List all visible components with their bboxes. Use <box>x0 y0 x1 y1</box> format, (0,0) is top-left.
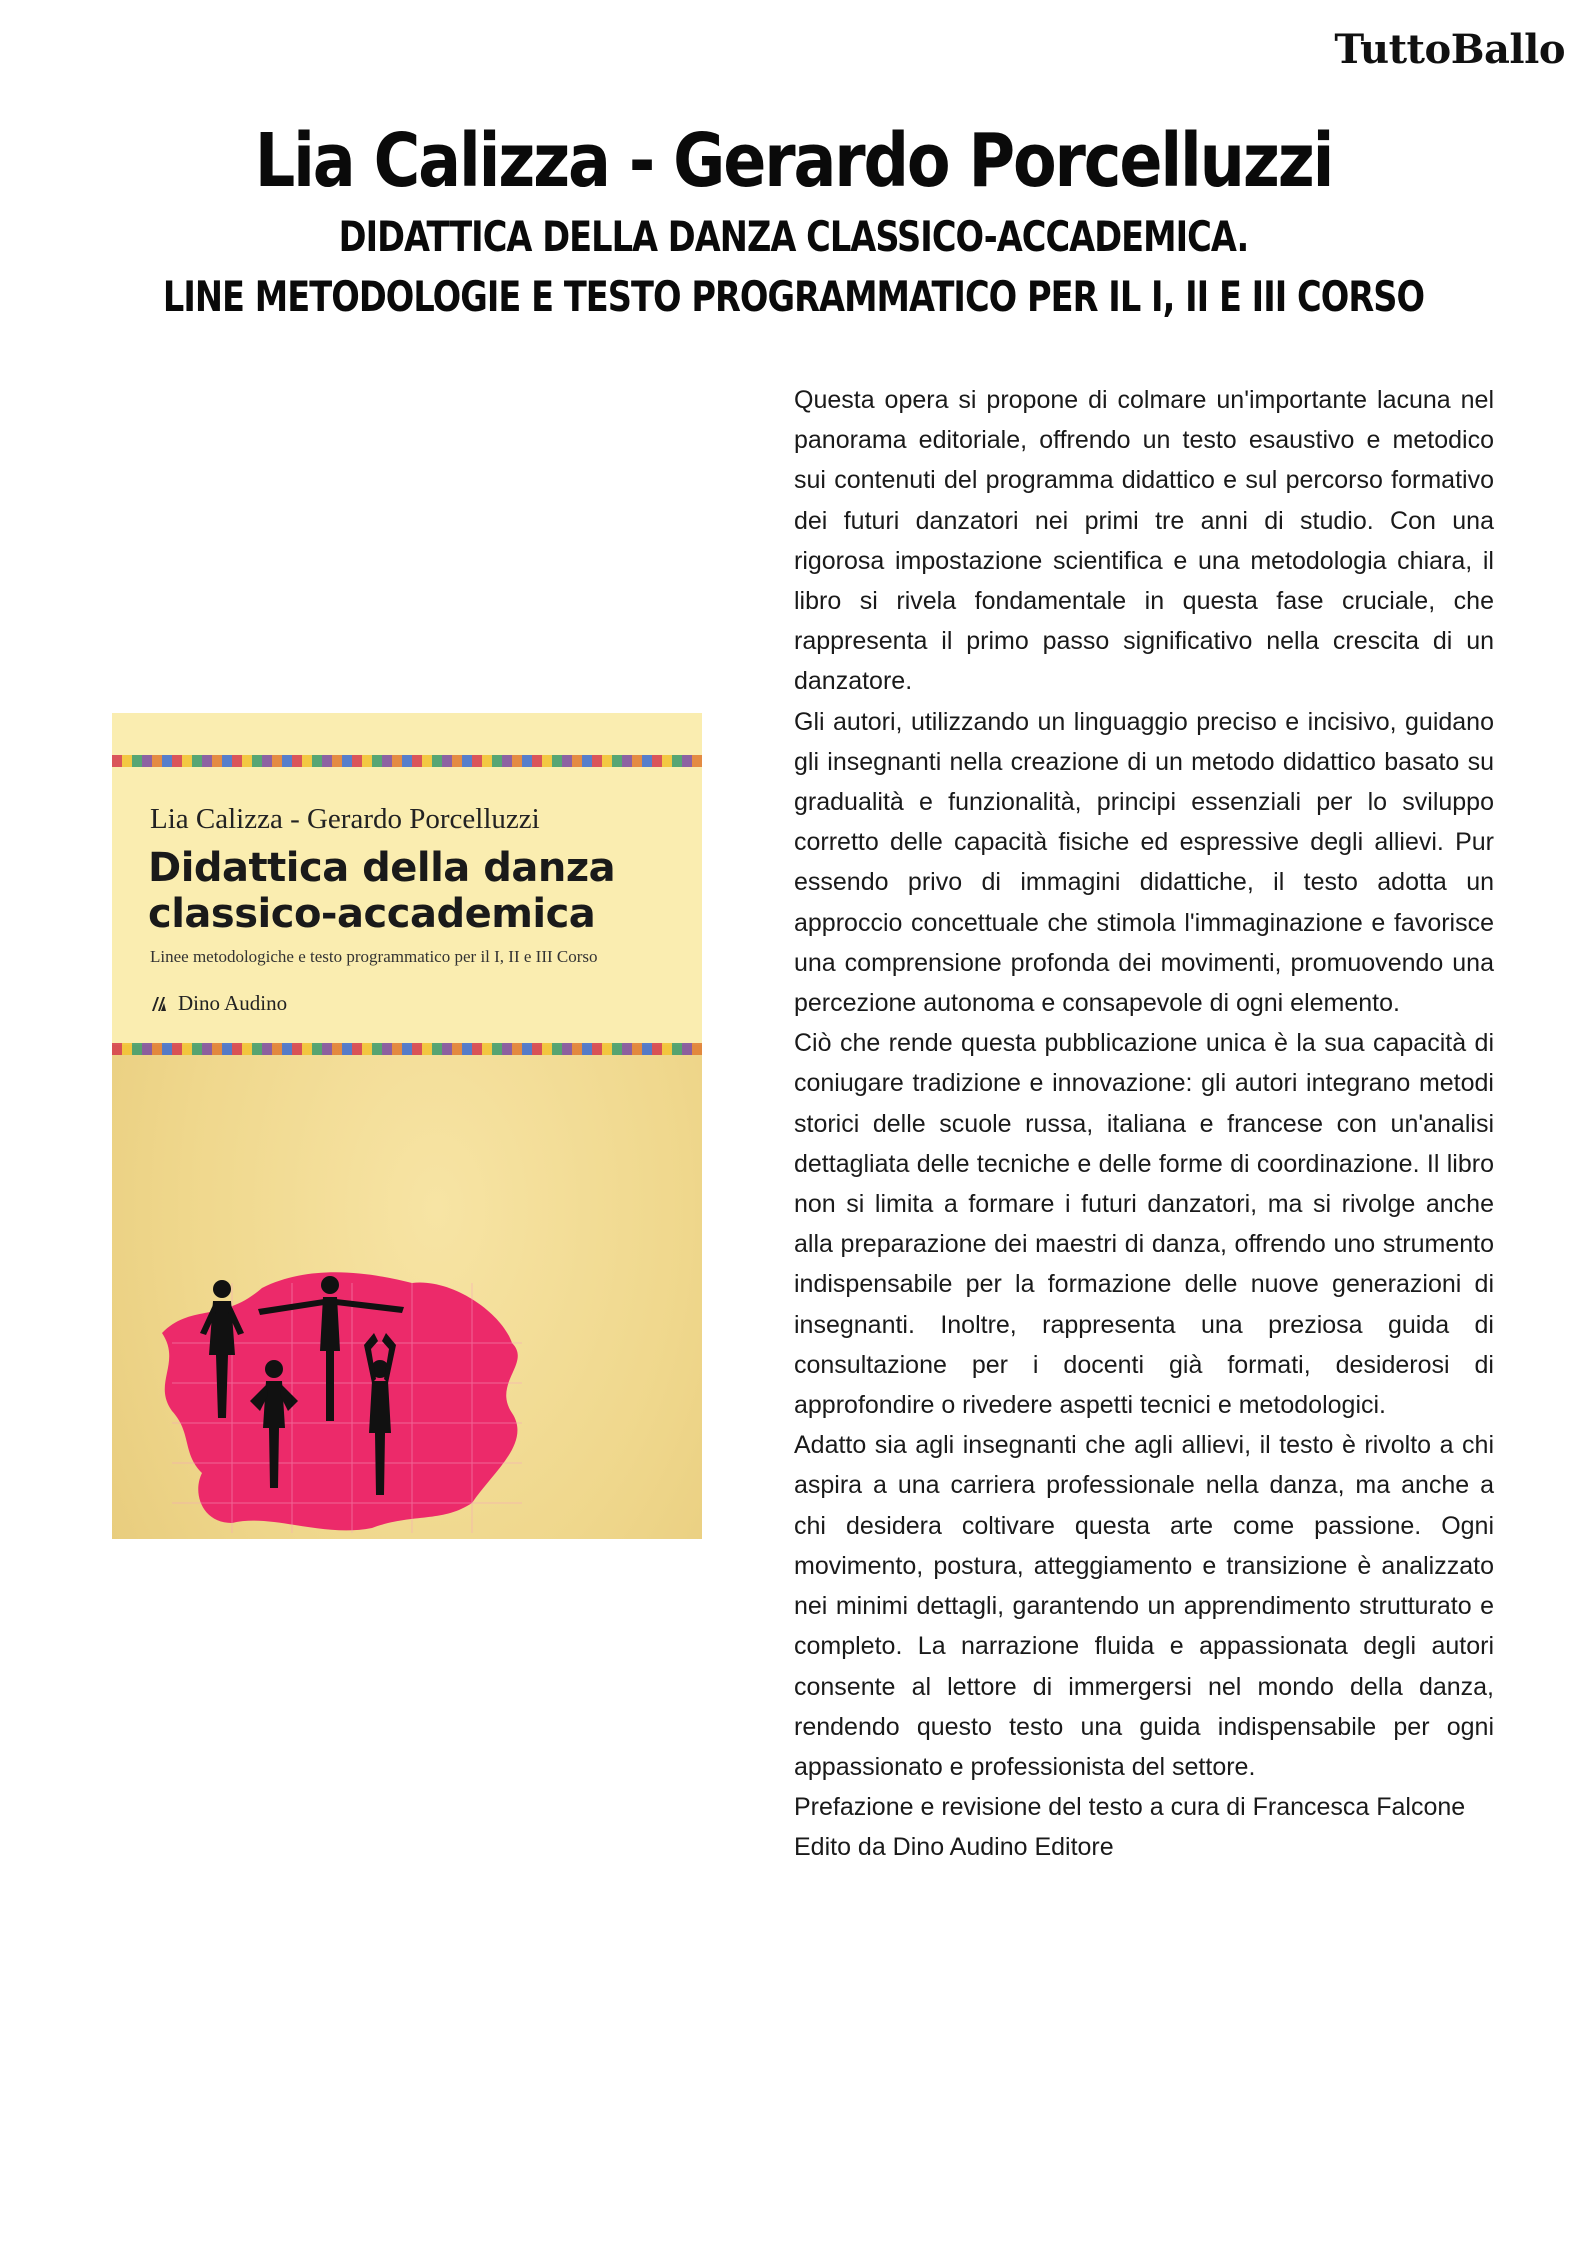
cover-subtitle: Linee metodologiche e testo programmatico per il I, II e III Corso <box>150 947 598 966</box>
cover-decorative-stripe-bottom <box>112 1043 702 1055</box>
book-title-line-2: LINE METODOLOGIE E TESTO PROGRAMMATICO PER IL I, II E III CORSO <box>162 272 1425 321</box>
book-cover-image <box>112 713 702 1539</box>
description-paragraph: Ciò che rende questa pubblicazione unica è la sua capacità di coniugare tradizione e innovazione: gli autori integrano metodi storici delle scuole russa, italiana e francese con un'analisi dettagliata delle tecniche e delle forme di coordinazione. Il libro non si limita a formare i futuri danzatori, ma si rivolge anche alla preparazione dei maestri di danza, offrendo uno strumento indispensabile per la formazione delle nuove generazioni di insegnanti. Inoltre, rappresenta una preziosa guida di consultazione per i docenti già formati, desiderosi di approfondire o rivedere aspetti tecnici e metodologici. <box>794 1029 1494 1420</box>
cover-decorative-stripe-top <box>112 755 702 767</box>
cover-authors: Lia Calizza - Gerardo Porcelluzzi <box>150 803 540 835</box>
description-paragraph: Prefazione e revisione del testo a cura di Francesca Falcone <box>794 1793 1466 1822</box>
description-paragraph: Edito da Dino Audino Editore <box>794 1833 1114 1862</box>
description-paragraph: Gli autori, utilizzando un linguaggio preciso e incisivo, guidano gli insegnanti nella creazione di un metodo didattico basato su gradualità e funzionalità, principi essenziali per lo sviluppo corretto delle capacità fisiche ed espressive degli allievi. Pur essendo privo di immagini didattiche, il testo adotta un approccio concettuale che stimola l'immaginazione e favorisce una comprensione profonda dei movimenti, promuovendo una percezione autonoma e consapevole di ogni elemento. <box>794 707 1494 1018</box>
description-paragraph: Adatto sia agli insegnanti che agli allievi, il testo è rivolto a chi aspira a una carriera professionale nella danza, ma anche a chi desidera coltivare questa arte come passione. Ogni movimento, postura, atteggiamento e transizione è analizzato nei minimi dettagli, garantendo un apprendimento strutturato e completo. La narrazione fluida e appassionata degli autori consente al lettore di immergersi nel mondo della danza, rendendo questo testo una guida indispensabile per ogni appassionato e professionista del settore. <box>794 1431 1494 1781</box>
dancers-illustration <box>112 1083 702 1539</box>
cover-title: Didattica della danza classico-accademica <box>148 845 616 937</box>
book-description <box>794 380 1494 1868</box>
book-title-line-1: DIDATTICA DELLA DANZA CLASSICO-ACCADEMICA. <box>338 212 1249 261</box>
publisher-logo-icon <box>150 995 168 1013</box>
brand-logo: TuttoBallo <box>1334 26 1565 73</box>
cover-publisher-name: Dino Audino <box>178 991 288 1015</box>
page-title-authors: Lia Calizza - Gerardo Porcelluzzi <box>254 118 1333 204</box>
description-paragraph: Questa opera si propone di colmare un'importante lacuna nel panorama editoriale, offrendo un testo esaustivo e metodico sui contenuti del programma didattico e sul percorso formativo dei futuri danzatori nei primi tre anni di studio. Con una rigorosa impostazione scientifica e una metodologia chiara, il libro si rivela fondamentale in questa fase cruciale, che rappresenta il primo passo significativo nella crescita di un danzatore. <box>794 386 1494 696</box>
cover-publisher <box>150 991 287 1016</box>
